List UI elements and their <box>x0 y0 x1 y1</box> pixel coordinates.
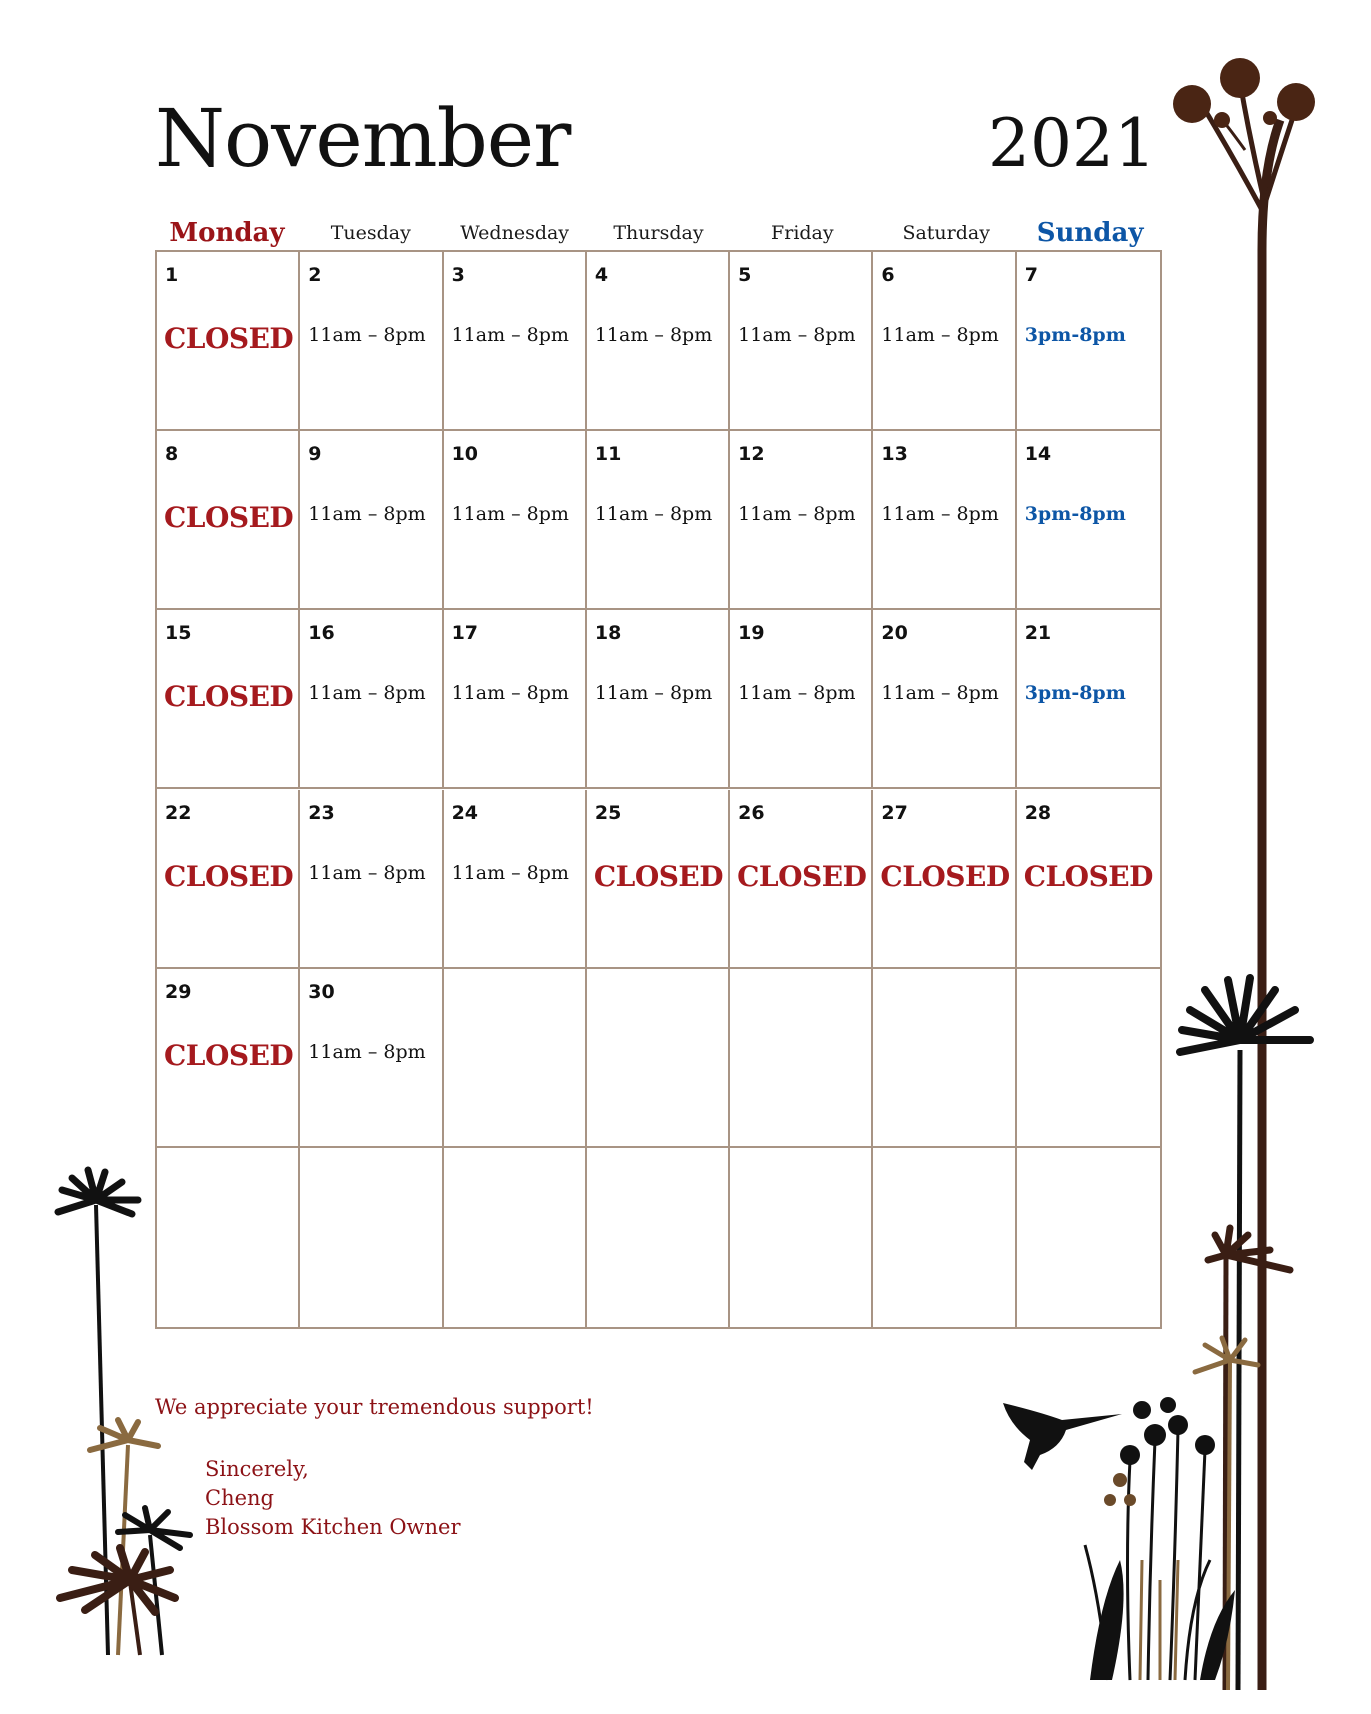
calendar-day-cell <box>157 610 300 789</box>
calendar-day-cell <box>587 252 730 431</box>
calendar-day-cell <box>157 1148 300 1327</box>
calendar-day-cell <box>873 431 1016 610</box>
day-number: 6 <box>881 264 895 286</box>
business-hours: 11am – 8pm <box>451 682 569 705</box>
business-hours: 11am – 8pm <box>738 682 856 705</box>
calendar-day-cell <box>587 790 730 969</box>
calendar-day-cell <box>300 431 443 610</box>
business-hours: 11am – 8pm <box>451 503 569 526</box>
calendar-day-cell <box>873 790 1016 969</box>
calendar-day-cell <box>587 610 730 789</box>
weekday-saturday: Saturday <box>902 222 990 244</box>
calendar-day-cell <box>873 969 1016 1148</box>
business-hours: 3pm-8pm <box>1024 324 1126 346</box>
calendar-day-cell <box>587 969 730 1148</box>
day-number: 24 <box>451 801 479 824</box>
business-hours: 3pm-8pm <box>1024 503 1126 526</box>
day-number: 25 <box>594 801 622 824</box>
calendar-day-cell <box>730 969 873 1148</box>
business-hours: 11am – 8pm <box>451 861 569 884</box>
day-number: 30 <box>308 980 335 1003</box>
calendar-day-cell <box>873 252 1016 431</box>
calendar-day-cell <box>873 1148 1016 1327</box>
weekday-thursday: Thursday <box>613 222 704 244</box>
day-number: 28 <box>1024 801 1052 824</box>
day-number: 14 <box>1024 443 1052 466</box>
calendar-day-cell <box>300 1148 443 1327</box>
weekday-friday: Friday <box>771 222 834 244</box>
day-number: 7 <box>1024 264 1038 286</box>
day-number: 10 <box>451 443 479 466</box>
calendar-day-cell <box>730 790 873 969</box>
calendar-day-cell <box>300 610 443 789</box>
calendar-day-cell <box>444 790 587 969</box>
day-number: 21 <box>1024 622 1052 645</box>
day-number: 8 <box>165 443 179 466</box>
day-number: 2 <box>308 264 322 286</box>
calendar-grid <box>155 250 1162 1329</box>
calendar-day-cell <box>873 610 1016 789</box>
day-number: 29 <box>165 980 192 1003</box>
day-number: 4 <box>594 264 609 286</box>
weekday-monday: Monday <box>169 218 285 248</box>
calendar-day-cell <box>730 252 873 431</box>
business-hours: 11am – 8pm <box>738 503 856 526</box>
business-hours: 11am – 8pm <box>308 682 426 705</box>
business-hours: 11am – 8pm <box>594 682 713 705</box>
calendar-day-cell <box>157 790 300 969</box>
business-hours: 11am – 8pm <box>881 324 999 346</box>
day-number: 17 <box>451 622 479 645</box>
closed-label: CLOSED <box>880 859 1010 893</box>
calendar-day-cell <box>730 1148 873 1327</box>
day-number: 11 <box>594 443 622 466</box>
hummingbird-flowers-icon <box>1003 1397 1235 1680</box>
calendar-day-cell <box>587 431 730 610</box>
day-number: 27 <box>881 801 908 824</box>
owner-title: Blossom Kitchen Owner <box>205 1515 461 1539</box>
closed-label: CLOSED <box>164 859 294 893</box>
calendar-day-cell <box>1017 252 1160 431</box>
business-hours: 11am – 8pm <box>308 1040 426 1063</box>
owner-name: Cheng <box>205 1486 274 1510</box>
calendar-day-cell <box>444 431 587 610</box>
business-hours: 11am – 8pm <box>594 324 713 346</box>
business-hours: 11am – 8pm <box>881 503 999 526</box>
day-number: 1 <box>165 264 179 286</box>
closed-label: CLOSED <box>164 501 294 535</box>
palm-plants-right-icon <box>1180 978 1310 1690</box>
seed-pod-branch-icon <box>1173 58 1315 1690</box>
closed-label: CLOSED <box>164 680 294 714</box>
closed-label: CLOSED <box>164 1038 294 1072</box>
closed-label: CLOSED <box>737 859 867 893</box>
day-number: 20 <box>881 622 908 645</box>
calendar-day-cell <box>444 969 587 1148</box>
business-hours: 11am – 8pm <box>451 324 569 346</box>
month-title: November <box>155 92 571 185</box>
calendar-day-cell <box>300 790 443 969</box>
weekday-sunday: Sunday <box>1036 218 1144 248</box>
weekday-wednesday: Wednesday <box>460 222 570 244</box>
calendar-day-cell <box>730 431 873 610</box>
day-number: 26 <box>738 801 765 824</box>
day-number: 5 <box>738 264 752 286</box>
signature-block <box>205 1455 461 1542</box>
day-number: 16 <box>308 622 335 645</box>
business-hours: 11am – 8pm <box>881 682 999 705</box>
business-hours: 3pm-8pm <box>1024 682 1126 705</box>
calendar-day-cell <box>1017 790 1160 969</box>
year-title: 2021 <box>988 105 1156 182</box>
day-number: 23 <box>308 801 335 824</box>
day-number: 15 <box>165 622 192 645</box>
calendar-day-cell <box>444 252 587 431</box>
calendar-day-cell <box>1017 1148 1160 1327</box>
day-number: 22 <box>165 801 192 824</box>
calendar-day-cell <box>587 1148 730 1327</box>
calendar-day-cell <box>1017 969 1160 1148</box>
business-hours: 11am – 8pm <box>308 861 426 884</box>
calendar-day-cell <box>300 252 443 431</box>
calendar-day-cell <box>157 252 300 431</box>
business-hours: 11am – 8pm <box>308 324 426 346</box>
business-hours: 11am – 8pm <box>308 503 426 526</box>
closed-label: CLOSED <box>1023 859 1153 893</box>
day-number: 19 <box>738 622 765 645</box>
weekday-header-row <box>155 218 1162 252</box>
day-number: 13 <box>881 443 908 466</box>
day-number: 9 <box>308 443 322 466</box>
day-number: 3 <box>451 264 465 286</box>
calendar-day-cell <box>300 969 443 1148</box>
appreciation-note: We appreciate your tremendous support! <box>155 1395 594 1419</box>
calendar-day-cell <box>444 610 587 789</box>
business-hours: 11am – 8pm <box>738 324 856 346</box>
calendar-day-cell <box>1017 431 1160 610</box>
calendar-day-cell <box>1017 610 1160 789</box>
day-number: 18 <box>594 622 622 645</box>
weekday-tuesday: Tuesday <box>330 222 411 244</box>
calendar-day-cell <box>444 1148 587 1327</box>
calendar-day-cell <box>157 431 300 610</box>
day-number: 12 <box>738 443 765 466</box>
closed-label: CLOSED <box>593 859 724 893</box>
closed-label: CLOSED <box>164 322 294 355</box>
signoff: Sincerely, <box>205 1457 309 1481</box>
calendar-day-cell <box>730 610 873 789</box>
calendar-day-cell <box>157 969 300 1148</box>
business-hours: 11am – 8pm <box>594 503 713 526</box>
